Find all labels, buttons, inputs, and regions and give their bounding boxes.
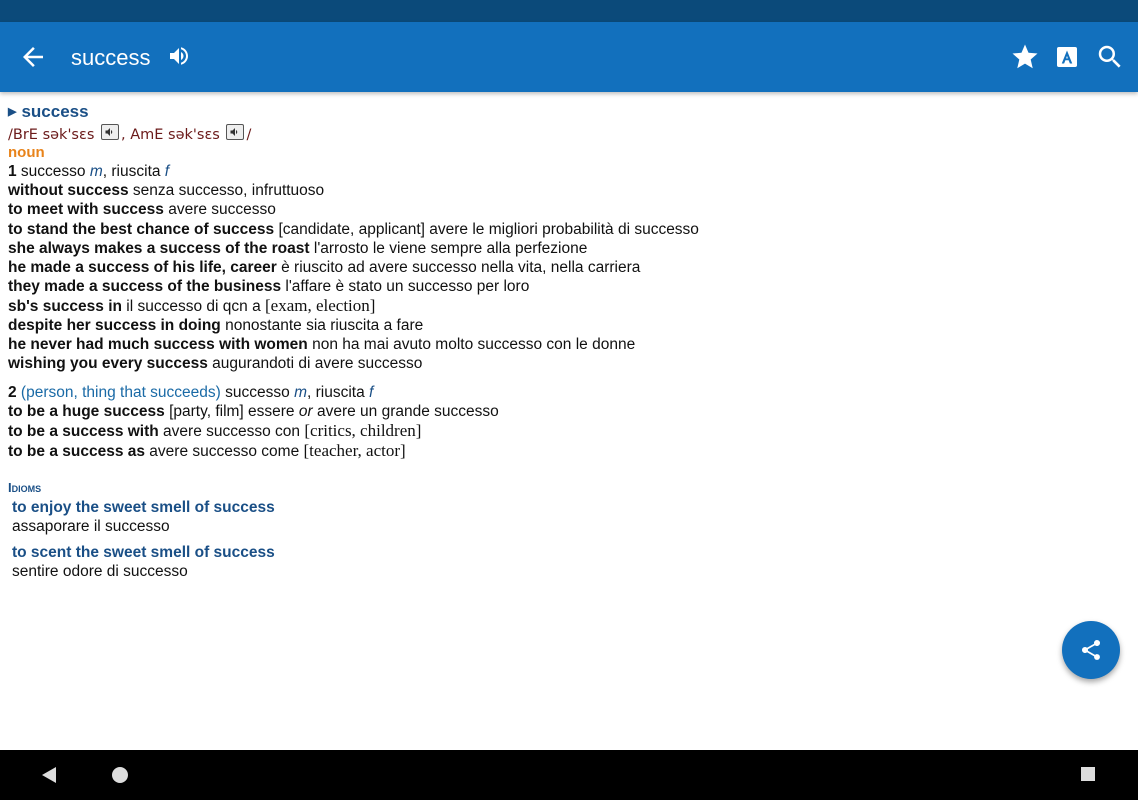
example-line [8,239,1128,258]
nav-home-icon[interactable] [111,766,129,784]
example-line [8,316,1128,335]
speaker-icon[interactable] [167,44,191,68]
gender: m [89,163,103,180]
share-icon [1079,638,1103,662]
example-translation: avere successo come [145,442,304,460]
idiom-translation: assaporare il successo [12,518,170,535]
example-translation: nonostante sia riuscita a fare [220,316,424,334]
example-phrase: without success [8,182,129,200]
example-phrase: he made a success of his life, career [8,258,277,276]
collocate: [critics, children] [304,421,422,441]
example-phrase: sb's success in [8,298,122,316]
page-title: success [71,45,151,70]
gender: f [164,163,170,180]
pron-ame: sək'sɛs [168,127,220,143]
headword [8,100,1128,124]
example-phrase: to be a success with [8,423,159,441]
example-phrase: to be a huge success [8,403,165,421]
example-line [8,441,1128,460]
or-word: or [298,403,313,421]
pron-separator: , AmE [121,127,169,143]
status-bar [0,0,1138,22]
translation: , riuscita [102,163,165,180]
collocate: [teacher, actor] [303,440,406,460]
example-phrase: despite her success in doing [8,316,221,334]
example-line [8,200,1128,219]
idioms-heading: Idioms [8,479,42,495]
example-translation: avere successo [163,201,276,219]
audio-ame-icon[interactable] [226,124,244,140]
sense-1 [8,162,1128,181]
system-nav-bar [0,750,1138,800]
pron-end: / [246,127,252,143]
idiom-phrase: to enjoy the sweet smell of success [12,498,275,516]
sense-number: 2 [8,384,17,402]
example-line [8,335,1128,354]
sense-gloss: (person, thing that succeeds) [16,384,221,402]
example-line [8,277,1128,296]
example-line [8,220,1128,239]
example-translation: è riuscito ad avere successo nella vita, nella carriera [276,258,641,276]
example-translation: augurandoti di avere successo [207,354,423,372]
example-translation: [party, film] essere [164,403,299,421]
nav-back-icon[interactable] [40,766,58,784]
nav-recents-icon[interactable] [1080,766,1096,782]
example-phrase: he never had much success with women [8,335,308,353]
example-translation: non ha mai avuto molto successo con le donne [307,335,636,353]
part-of-speech: noun [8,144,45,161]
translation: successo [16,163,90,180]
spacer [8,373,1128,383]
example-line [8,258,1128,277]
example-line [8,354,1128,373]
spacer [8,536,1128,543]
example-translation: l'arrosto le viene sempre alla perfezione [309,239,588,257]
example-line [8,296,1128,315]
example-phrase: to be a success as [8,442,145,460]
app-bar [0,22,1138,92]
example-translation: senza successo, infruttuoso [128,182,325,200]
translation: successo [220,384,295,402]
example-translation: avere successo con [158,423,305,441]
example-translation: avere un grande successo [312,403,499,421]
idiom-phrase: to scent the sweet smell of success [12,544,275,562]
translate-icon[interactable] [1052,42,1082,72]
sense-number: 1 [8,163,17,180]
spacer [8,460,1128,478]
headword-text: success [21,102,89,121]
idiom-translation: sentire odore di successo [12,563,188,581]
back-arrow-icon[interactable] [18,42,48,72]
example-translation: il successo di qcn a [121,298,265,316]
star-icon[interactable] [1010,42,1040,72]
expand-triangle-icon[interactable]: ▶ [8,106,17,118]
example-phrase: to stand the best chance of success [8,220,275,238]
example-phrase: they made a success of the business [8,278,282,296]
translation: , riuscita [306,384,369,402]
share-button[interactable] [1062,621,1120,679]
search-icon[interactable] [1095,42,1125,72]
pron-bre-label: /BrE [8,127,43,143]
example-phrase: wishing you every success [8,354,208,372]
example-line [8,421,1128,440]
example-line [8,181,1128,200]
pron-bre: sək'sɛs [42,127,95,143]
example-phrase: to meet with success [8,201,164,219]
sense-2 [8,383,1128,402]
dictionary-entry [8,100,1128,582]
collocate: [exam, election] [265,296,376,316]
example-translation: [candidate, applicant] avere le migliori probabilità di successo [274,220,699,238]
gender: m [294,384,307,402]
gender: f [369,384,374,402]
example-line [8,402,1128,421]
example-translation: l'affare è stato un successo per loro [281,278,530,296]
audio-bre-icon[interactable] [101,124,119,140]
example-phrase: she always makes a success of the roast [8,239,310,257]
pronunciation [8,124,1128,144]
